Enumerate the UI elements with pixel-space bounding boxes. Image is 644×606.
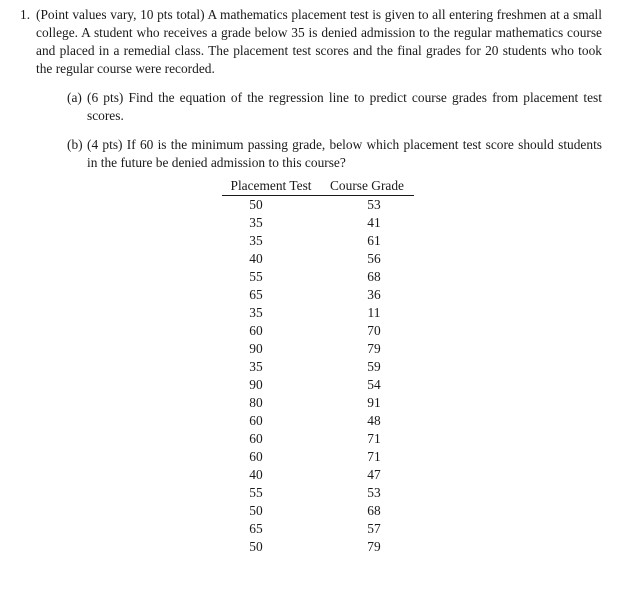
course-grade-cell: 71 [367, 449, 381, 464]
placement-test-cell: 35 [249, 215, 263, 230]
placement-test-cell: 90 [249, 377, 263, 392]
table-header-row [222, 176, 414, 196]
part-a-text: (6 pts) Find the equation of the regression line to predict course grades from placement test scores. [87, 90, 602, 123]
table-row [222, 268, 414, 286]
data-table [222, 176, 414, 556]
course-grade-cell: 53 [367, 197, 381, 212]
table-row [222, 286, 414, 304]
placement-test-cell: 60 [249, 323, 263, 338]
header-placement-test: Placement Test [222, 176, 320, 196]
table-row [222, 214, 414, 232]
course-grade-cell: 53 [367, 485, 381, 500]
table-row [222, 376, 414, 394]
data-table-container [222, 176, 414, 556]
course-grade-cell: 11 [367, 305, 381, 320]
table-row [222, 394, 414, 412]
placement-test-cell: 50 [249, 197, 263, 212]
table-row [222, 232, 414, 250]
part-a-letter: (a) [67, 90, 82, 105]
table-row [222, 466, 414, 484]
part-a [67, 89, 602, 125]
problem-number: 1. [20, 7, 31, 22]
table-row [222, 430, 414, 448]
course-grade-cell: 79 [367, 341, 381, 356]
course-grade-cell: 59 [367, 359, 381, 374]
placement-test-cell: 90 [249, 341, 263, 356]
course-grade-cell: 54 [367, 377, 381, 392]
course-grade-cell: 48 [367, 413, 381, 428]
placement-test-cell: 60 [249, 413, 263, 428]
placement-test-cell: 35 [249, 233, 263, 248]
table-row [222, 250, 414, 268]
placement-test-cell: 40 [249, 251, 263, 266]
placement-test-cell: 40 [249, 467, 263, 482]
course-grade-cell: 36 [367, 287, 381, 302]
table-row [222, 538, 414, 556]
part-b [67, 136, 602, 172]
table-body [222, 196, 414, 557]
placement-test-cell: 60 [249, 431, 263, 446]
table-row [222, 448, 414, 466]
course-grade-cell: 57 [367, 521, 381, 536]
course-grade-cell: 91 [367, 395, 381, 410]
placement-test-cell: 55 [249, 485, 263, 500]
header-course-grade: Course Grade [320, 176, 414, 196]
table-row [222, 484, 414, 502]
placement-test-cell: 60 [249, 449, 263, 464]
placement-test-cell: 65 [249, 287, 263, 302]
placement-test-cell: 35 [249, 305, 263, 320]
problem-block [20, 6, 602, 183]
placement-test-cell: 65 [249, 521, 263, 536]
table-row [222, 340, 414, 358]
problem-parts [20, 89, 602, 172]
course-grade-cell: 47 [367, 467, 381, 482]
table-row [222, 304, 414, 322]
course-grade-cell: 79 [367, 539, 381, 554]
placement-test-cell: 35 [249, 359, 263, 374]
placement-test-cell: 55 [249, 269, 263, 284]
placement-test-cell: 80 [249, 395, 263, 410]
table-row [222, 412, 414, 430]
course-grade-cell: 71 [367, 431, 381, 446]
problem-intro-text: (Point values vary, 10 pts total) A mathematics placement test is given to all entering freshmen at a small college. A student who receives a grade below 35 is denied admission to the regular mathematics course and placed in a remedial class. The placement test scores and the final grades for 20 students who took the regular course were recorded. [36, 7, 602, 76]
table-row [222, 358, 414, 376]
part-b-letter: (b) [67, 137, 83, 152]
table-row [222, 322, 414, 340]
course-grade-cell: 68 [367, 269, 381, 284]
placement-test-cell: 50 [249, 503, 263, 518]
course-grade-cell: 56 [367, 251, 381, 266]
course-grade-cell: 41 [367, 215, 381, 230]
table-row [222, 520, 414, 538]
course-grade-cell: 70 [367, 323, 381, 338]
placement-test-cell: 50 [249, 539, 263, 554]
part-b-text: (4 pts) If 60 is the minimum passing grade, below which placement test score should students in the future be denied admission to this course? [87, 137, 602, 170]
course-grade-cell: 68 [367, 503, 381, 518]
course-grade-cell: 61 [367, 233, 381, 248]
table-row [222, 196, 414, 215]
problem-intro [20, 6, 602, 78]
table-row [222, 502, 414, 520]
